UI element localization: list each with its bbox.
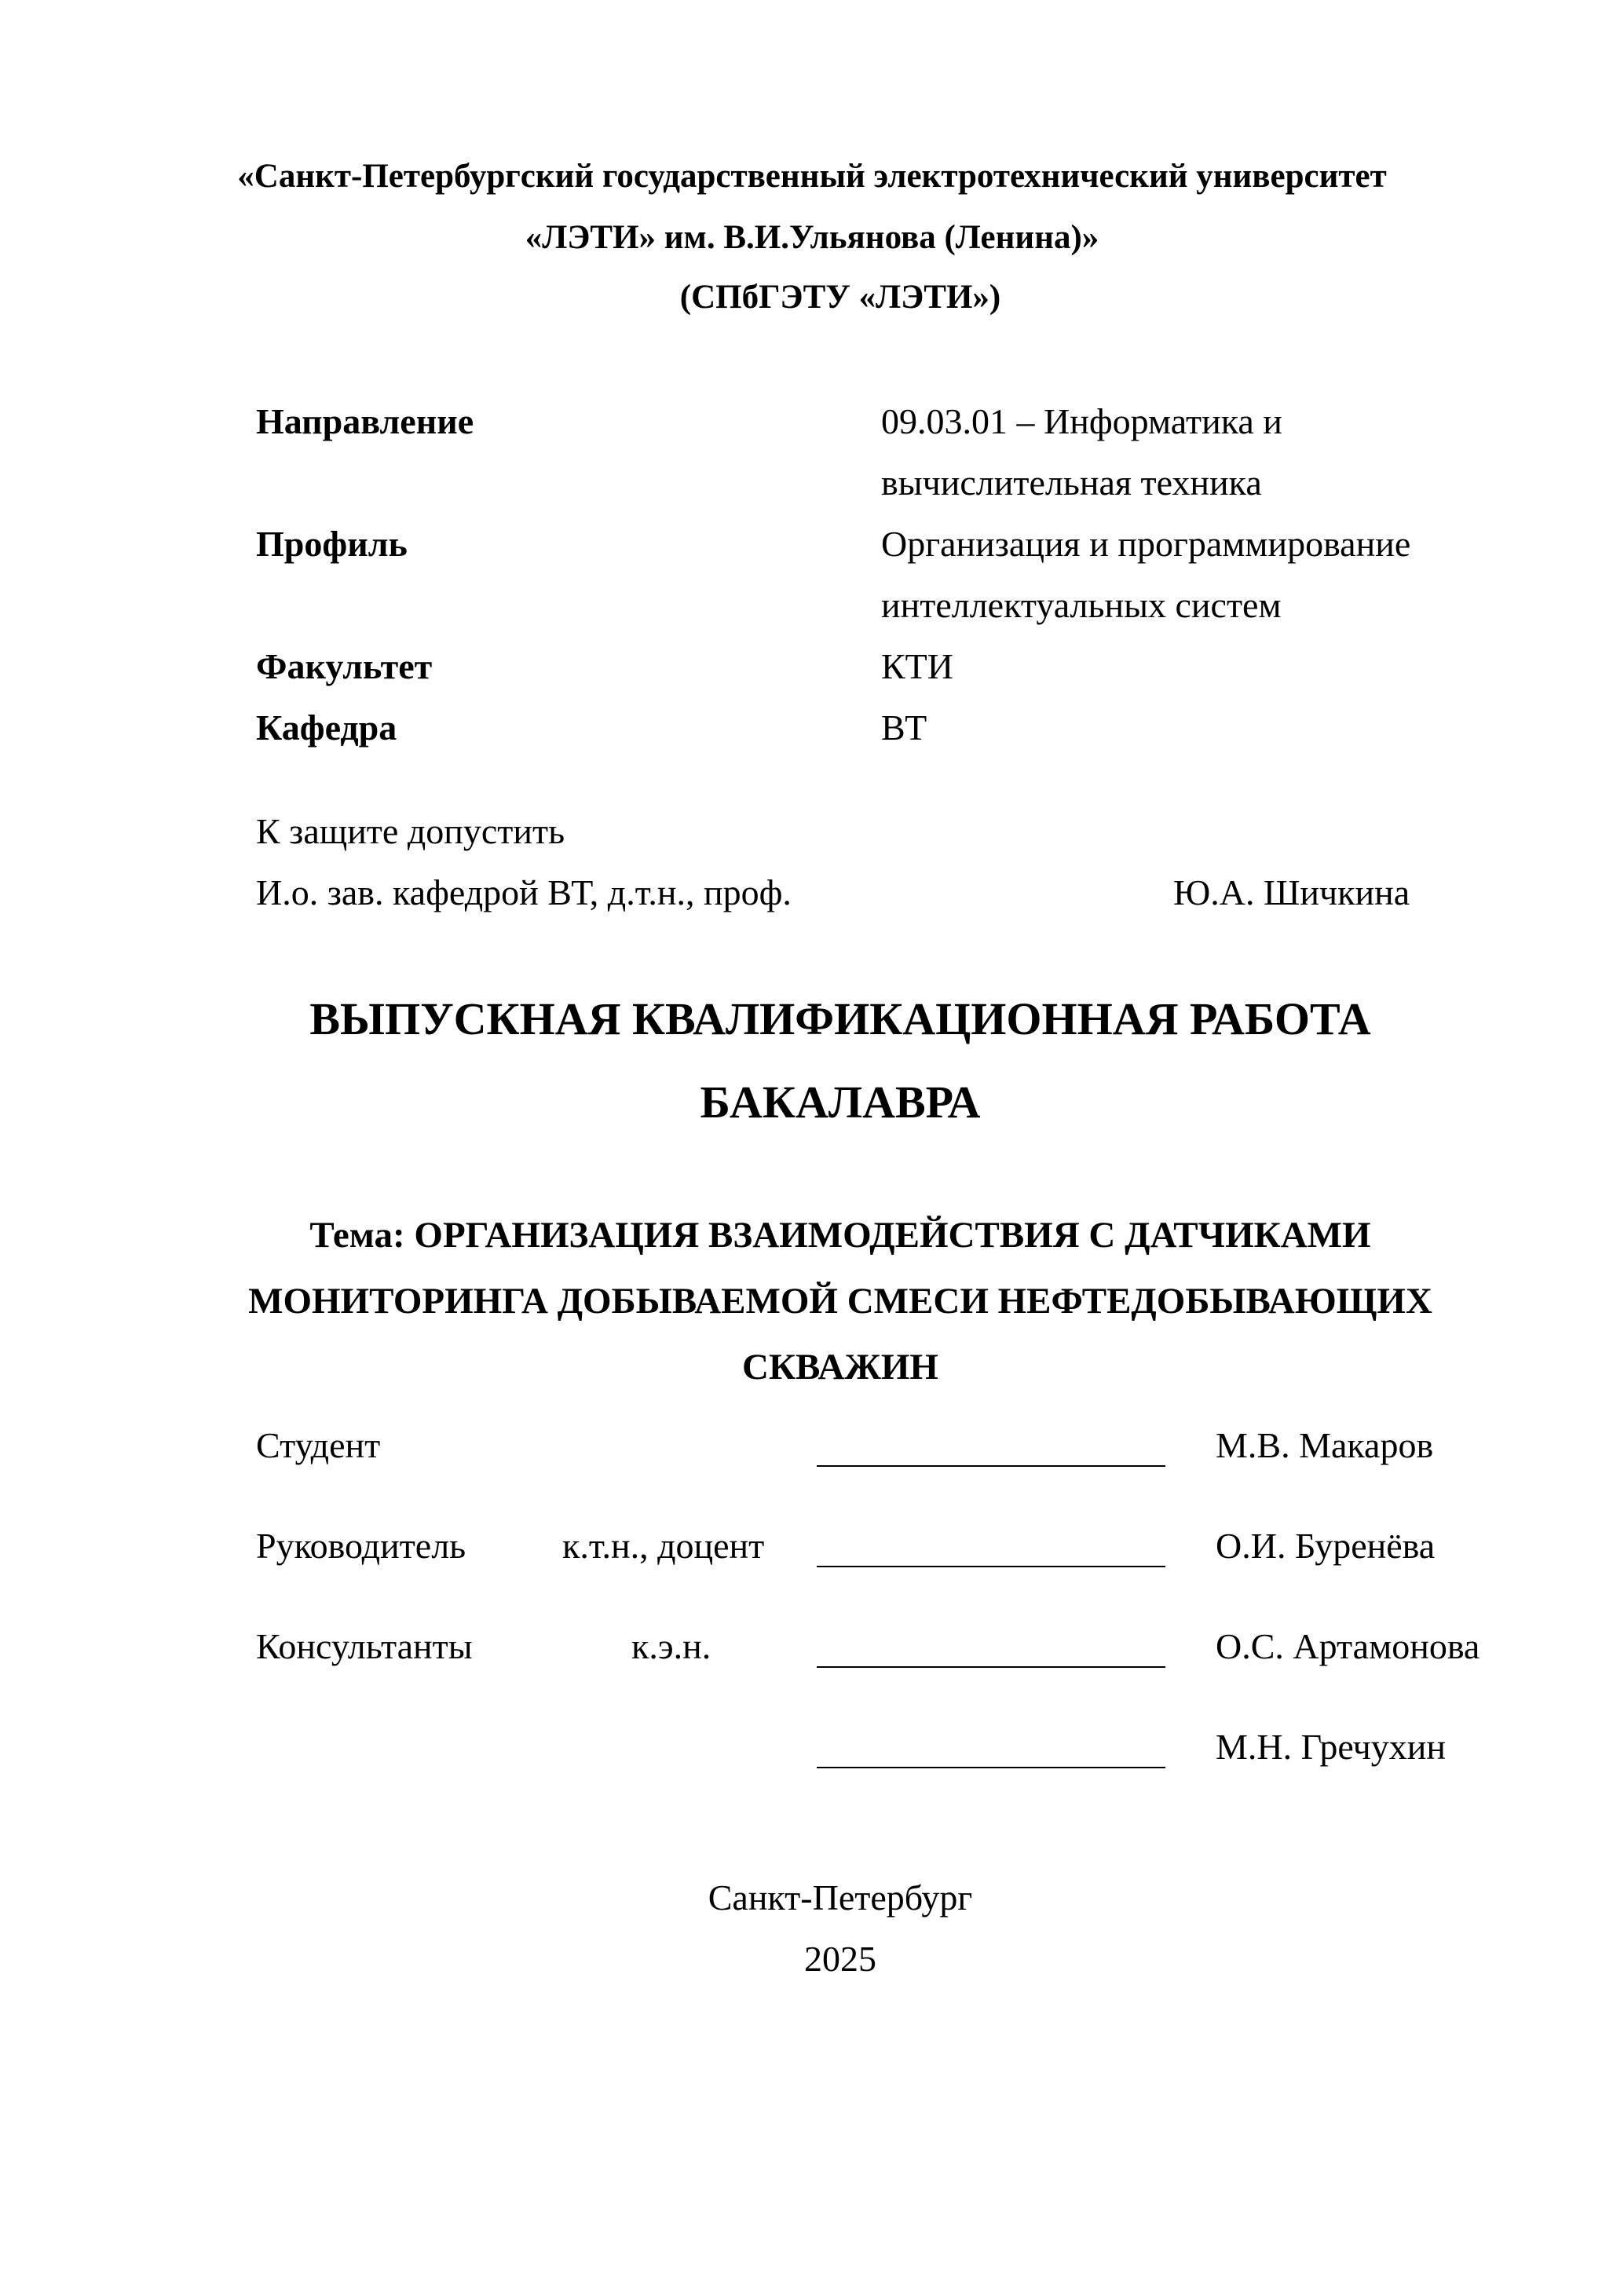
consultant2-name: М.Н. Гречухин <box>1216 1727 1446 1767</box>
university-name-line2: «ЛЭТИ» им. В.И.Ульянова (Ленина)» <box>525 219 1099 256</box>
theme-text-1: ОРГАНИЗАЦИЯ ВЗАИМОДЕЙСТВИЯ С ДАТЧИКАМИ <box>414 1215 1371 1256</box>
footer-year: 2025 <box>804 1939 876 1979</box>
theme-prefix: Тема: <box>309 1215 415 1256</box>
theme-line3: СКВАЖИН <box>742 1347 938 1387</box>
supervisor-name: О.И. Буренёва <box>1216 1526 1436 1566</box>
university-name-line1: «Санкт-Петербургский государственный электротехнический университет <box>237 158 1387 195</box>
direction-value-line2: вычислительная техника <box>881 462 1262 503</box>
consultant1-name: О.С. Артамонова <box>1216 1626 1480 1666</box>
department-value: ВТ <box>881 707 927 748</box>
supervisor-signature-line <box>817 1566 1165 1567</box>
supervisor-label: Руководитель <box>256 1526 466 1566</box>
theme-line2: МОНИТОРИНГА ДОБЫВАЕМОЙ СМЕСИ НЕФТЕДОБЫВАЮЩИХ <box>248 1281 1432 1322</box>
consultant2-signature-line <box>817 1767 1165 1768</box>
student-signature-line <box>817 1465 1165 1467</box>
supervisor-degree: к.т.н., доцент <box>562 1526 765 1566</box>
student-name: М.В. Макаров <box>1216 1425 1434 1465</box>
profile-value-line1: Организация и программирование <box>881 524 1411 564</box>
direction-value-line1: 09.03.01 – Информатика и <box>881 401 1282 441</box>
consultant1-signature-line <box>817 1666 1165 1668</box>
approval-text: К защите допустить <box>256 811 565 851</box>
footer-city: Санкт-Петербург <box>708 1877 973 1918</box>
university-abbr: (СПбГЭТУ «ЛЭТИ») <box>679 279 1001 316</box>
approval-name: Ю.А. Шичкина <box>1173 872 1410 912</box>
work-title-line1: ВЫПУСКНАЯ КВАЛИФИКАЦИОННАЯ РАБОТА <box>309 993 1371 1044</box>
theme-line1 <box>0 1214 1624 1256</box>
profile-value-line2: интеллектуальных систем <box>881 585 1282 625</box>
consultants-label: Консультанты <box>256 1626 473 1666</box>
faculty-value: КТИ <box>881 646 953 686</box>
consultant-degree: к.э.н. <box>631 1626 711 1666</box>
profile-label: Профиль <box>256 524 408 564</box>
approval-role: И.о. зав. кафедрой ВТ, д.т.н., проф. <box>256 872 792 912</box>
faculty-label: Факультет <box>256 646 433 686</box>
student-label: Студент <box>256 1425 381 1465</box>
direction-label: Направление <box>256 401 474 441</box>
work-title-line2: БАКАЛАВРА <box>700 1077 981 1128</box>
department-label: Кафедра <box>256 707 397 748</box>
